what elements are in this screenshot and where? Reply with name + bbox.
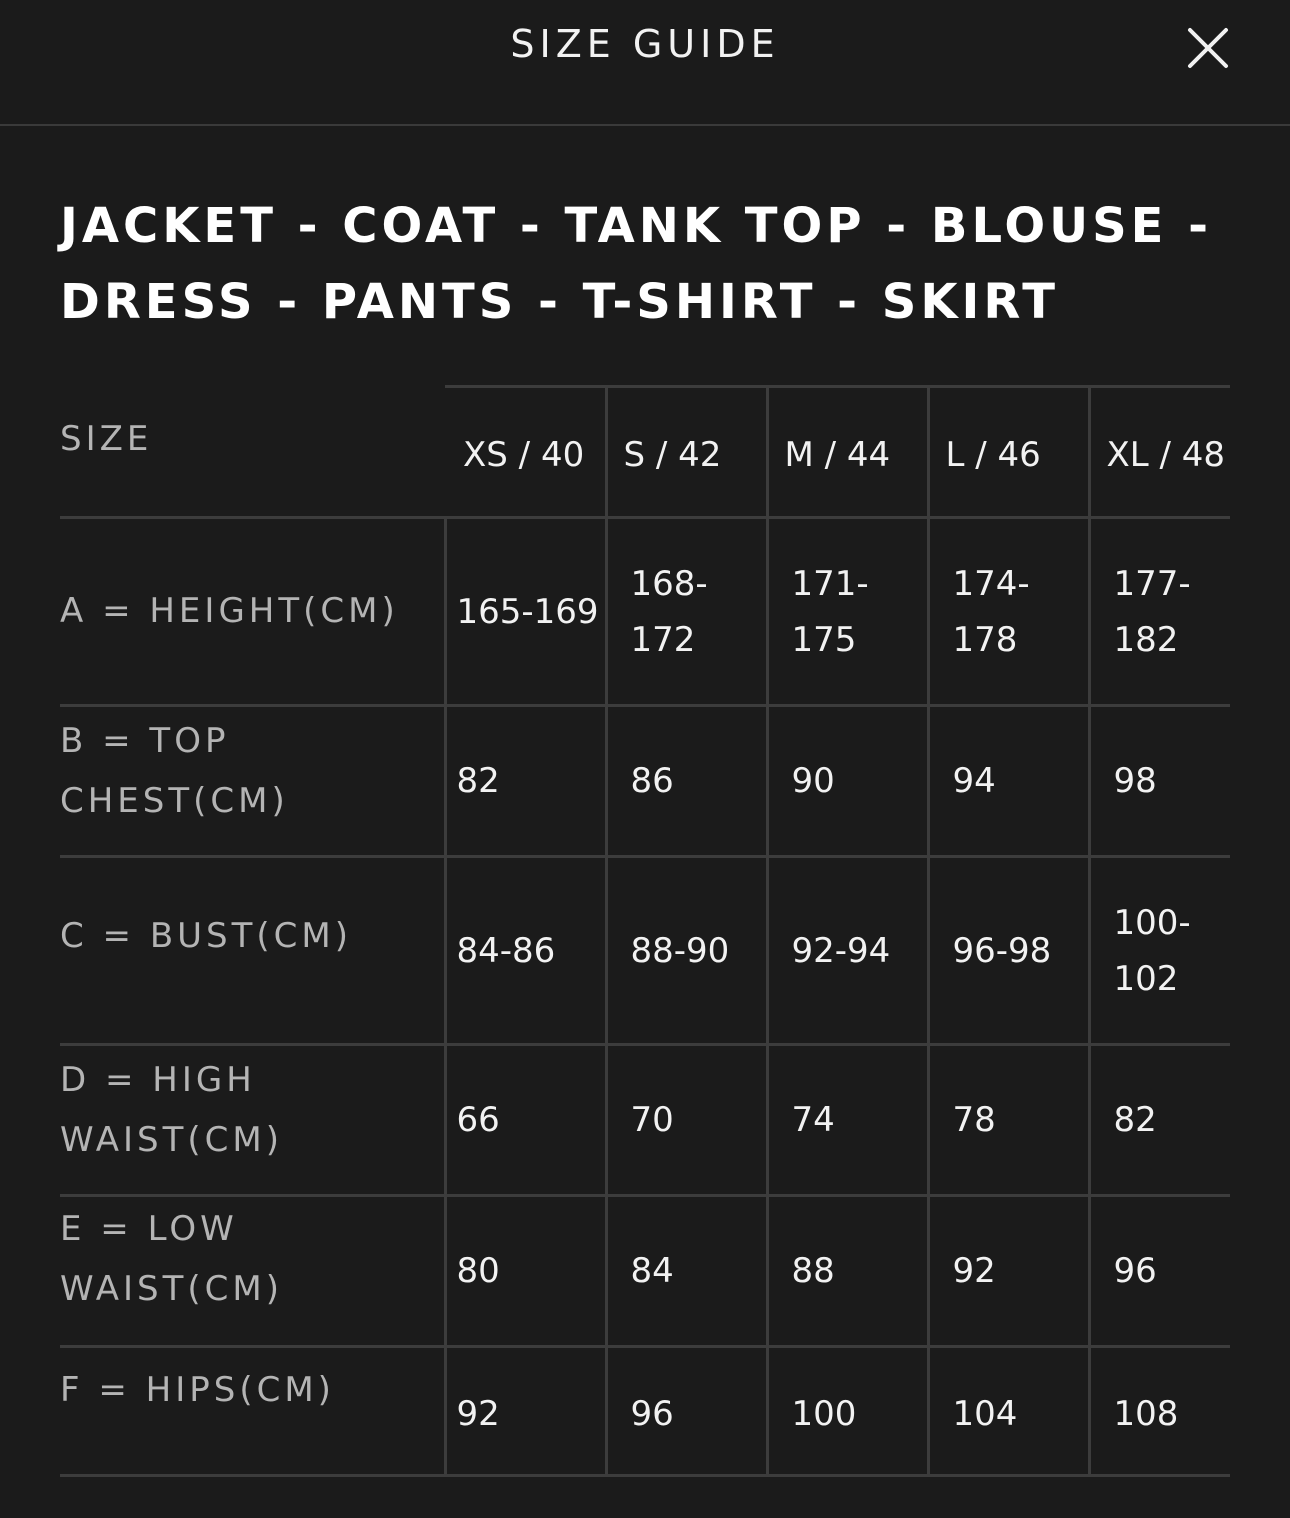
table-cell: 70	[606, 1045, 767, 1196]
size-guide-header	[0, 0, 1290, 126]
table-cell: 96-98	[928, 857, 1089, 1045]
table-row	[60, 706, 1230, 857]
table-cell: 165-169	[445, 518, 606, 706]
table-cell: 108	[1089, 1347, 1230, 1476]
size-chart-table	[60, 385, 1230, 1477]
table-cell: 84-86	[445, 857, 606, 1045]
size-label: SIZE	[60, 418, 153, 459]
table-cell: 66	[445, 1045, 606, 1196]
table-cell: 104	[928, 1347, 1089, 1476]
table-cell: 177-182	[1089, 518, 1230, 706]
table-cell: 100	[767, 1347, 928, 1476]
table-cell: 98	[1089, 706, 1230, 857]
size-column-header: XS / 40	[445, 387, 606, 518]
table-cell: 88	[767, 1196, 928, 1347]
row-label: A = HEIGHT(CM)	[60, 518, 445, 706]
table-cell: 74	[767, 1045, 928, 1196]
row-label: B = TOP CHEST(CM)	[60, 706, 445, 857]
table-row	[60, 857, 1230, 1045]
close-button[interactable]	[1182, 22, 1234, 74]
close-icon	[1182, 22, 1234, 74]
row-label: F = HIPS(CM)	[60, 1347, 445, 1476]
table-cell: 171-175	[767, 518, 928, 706]
table-cell: 100-102	[1089, 857, 1230, 1045]
table-cell: 86	[606, 706, 767, 857]
row-label: E = LOW WAIST(CM)	[60, 1196, 445, 1347]
size-header-row	[60, 387, 1230, 518]
table-cell: 82	[1089, 1045, 1230, 1196]
size-column-header: L / 46	[928, 387, 1089, 518]
table-cell: 80	[445, 1196, 606, 1347]
table-cell: 90	[767, 706, 928, 857]
table-row	[60, 1045, 1230, 1196]
size-column-header: XL / 48	[1089, 387, 1230, 518]
table-cell: 92	[928, 1196, 1089, 1347]
table-cell: 92	[445, 1347, 606, 1476]
row-label: C = BUST(CM)	[60, 857, 445, 1045]
table-row	[60, 518, 1230, 706]
table-cell: 92-94	[767, 857, 928, 1045]
table-cell: 88-90	[606, 857, 767, 1045]
table-cell: 96	[606, 1347, 767, 1476]
page-title: SIZE GUIDE	[510, 22, 780, 66]
table-cell: 96	[1089, 1196, 1230, 1347]
row-label: D = HIGH WAIST(CM)	[60, 1045, 445, 1196]
size-column-header: M / 44	[767, 387, 928, 518]
size-column-header: S / 42	[606, 387, 767, 518]
table-cell: 168-172	[606, 518, 767, 706]
table-row	[60, 1196, 1230, 1347]
table-cell: 94	[928, 706, 1089, 857]
table-cell: 78	[928, 1045, 1089, 1196]
table-row	[60, 1347, 1230, 1476]
table-cell: 174-178	[928, 518, 1089, 706]
table-cell: 84	[606, 1196, 767, 1347]
table-cell: 82	[445, 706, 606, 857]
garment-categories-heading: JACKET - COAT - TANK TOP - BLOUSE - DRESS - PANTS - T-SHIRT - SKIRT	[60, 198, 1213, 330]
